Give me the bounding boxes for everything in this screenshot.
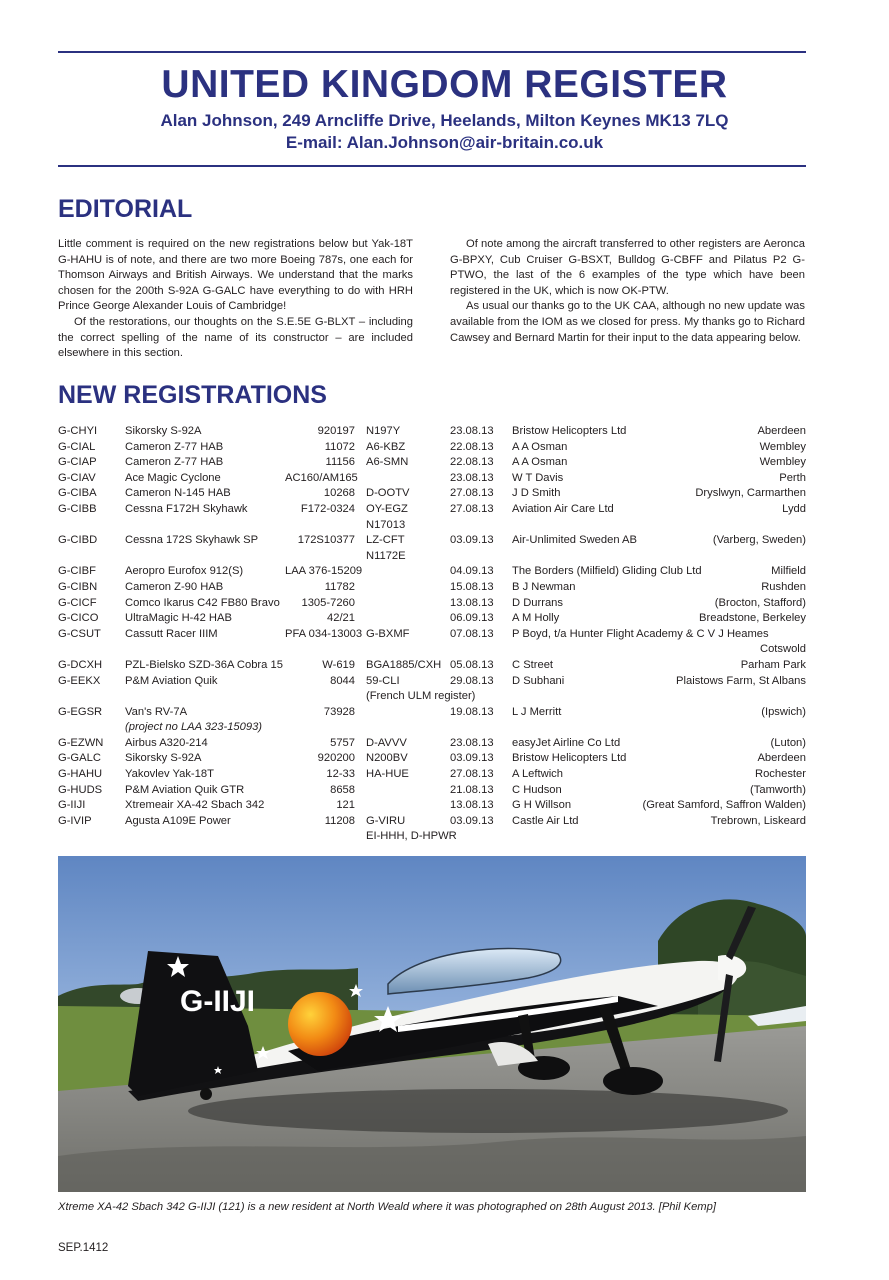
aircraft-type [125, 829, 285, 845]
owner: A M Holly [512, 612, 560, 625]
registration-date: 03.09.13 [450, 814, 494, 827]
aircraft-type: Aeropro Eurofox 912(S) [125, 565, 244, 578]
base: Breadstone, Berkeley [699, 612, 806, 625]
previous-identity: G-VIRU [366, 814, 406, 827]
aircraft-type: P&M Aviation Quik [125, 674, 218, 687]
base: (Luton) [770, 736, 806, 749]
owner [510, 720, 632, 736]
constructors-number: 11072 [324, 440, 355, 453]
registration: G-EGSR [58, 705, 103, 718]
table-row [58, 502, 806, 518]
registration: G-HUDS [58, 783, 103, 796]
editor-address: Alan Johnson, 249 Arncliffe Drive, Heelands, Milton Keynes MK13 7LQ [160, 111, 729, 130]
page-folio: SEP.1412 [58, 1242, 109, 1254]
owner [510, 829, 632, 845]
previous-identity [355, 720, 450, 736]
previous-identity: A6-SMN [366, 456, 409, 469]
aircraft-type [125, 518, 285, 534]
base [632, 720, 806, 736]
registration: G-CSUT [58, 627, 101, 640]
constructors-number [285, 829, 355, 845]
owner: G H Willson [512, 799, 572, 812]
constructors-number: LAA 376-15209 [285, 565, 363, 578]
table-row [58, 783, 806, 799]
previous-identity: OY-EGZ [366, 502, 408, 515]
owner [510, 518, 632, 534]
aircraft-type: Van's RV-7A [125, 705, 188, 718]
aircraft-type: Cameron Z-90 HAB [125, 580, 224, 593]
registration: G-GALC [58, 752, 101, 765]
owner [510, 689, 632, 705]
aircraft-type: Comco Ikarus C42 FB80 Bravo [125, 596, 280, 609]
registration: G-EEKX [58, 674, 101, 687]
registration: G-CIBA [58, 487, 97, 500]
base: (Tamworth) [750, 783, 806, 796]
owner: A Leftwich [512, 768, 563, 781]
table-row [58, 424, 806, 440]
owner: easyJet Airline Co Ltd [512, 736, 621, 749]
table-row [58, 564, 806, 580]
registration-date: 22.08.13 [450, 440, 494, 453]
registration-date: 13.08.13 [450, 799, 494, 812]
base [632, 829, 806, 845]
base: Cotswold [759, 643, 806, 656]
previous-identity: LZ-CFT [366, 534, 405, 547]
constructors-number: 8658 [330, 783, 355, 796]
base [632, 689, 806, 705]
base [632, 549, 806, 565]
table-row [58, 705, 806, 721]
constructors-number: 920197 [317, 425, 355, 437]
base: Lydd [782, 502, 806, 515]
aircraft-type [125, 549, 285, 565]
table-row [58, 720, 806, 736]
registration-date: 06.09.13 [450, 612, 494, 625]
registration-date: 23.08.13 [450, 736, 494, 749]
owner: W T Davis [512, 471, 564, 484]
owner: D Durrans [512, 596, 563, 609]
registration-date: 03.09.13 [450, 752, 494, 765]
table-row [58, 829, 806, 845]
base: Milfield [771, 565, 806, 578]
aircraft-type: Cessna 172S Skyhawk SP [125, 534, 259, 547]
registration-date: 15.08.13 [450, 580, 494, 593]
base: Perth [779, 471, 806, 484]
owner: Bristow Helicopters Ltd [512, 752, 627, 765]
registration-date: 23.08.13 [450, 425, 494, 437]
registration: G-EZWN [58, 736, 104, 749]
owner: D Subhani [512, 674, 565, 687]
previous-identity [355, 798, 450, 814]
table-row [58, 440, 806, 456]
registration-date: 23.08.13 [450, 471, 494, 484]
registration-date [450, 642, 510, 658]
editorial-paragraph: Of the restorations, our thoughts on the S.E.5E G-BLXT – including the correct spelling of the name of its constructor – are included elsewhere in this section. [58, 315, 413, 360]
registration: G-CIBB [58, 502, 97, 515]
base: Dryslwyn, Carmarthen [695, 487, 806, 500]
top-rule [58, 51, 806, 53]
table-row [58, 814, 806, 830]
previous-identity: N1172E [366, 549, 406, 562]
constructors-number [285, 549, 355, 565]
owner: Aviation Air Care Ltd [512, 502, 614, 515]
editorial-paragraph: As usual our thanks go to the UK CAA, although no new update was available from the IOM as we closed for press. My thanks go to Richard Cawsey and Bernard Martin for their input to the data appearing below. [450, 300, 805, 344]
previous-identity: D-AVVV [366, 736, 407, 749]
aircraft-type: Cassutt Racer IIIM [125, 627, 218, 640]
registration [58, 642, 125, 658]
previous-identity: BGA1885/CXH [366, 658, 442, 671]
page-title: UNITED KINGDOM REGISTER [161, 63, 728, 106]
previous-identity: (French ULM register) [366, 690, 476, 703]
owner: A A Osman [512, 456, 568, 469]
aircraft-type: (project no LAA 323-15093) [125, 721, 263, 734]
editorial-paragraph: Little comment is required on the new registrations below but Yak-18T G-HAHU is of note, and there are two more Boeing 787s, one each for Thomson Airways and British Airways. We understand that the marks chosen for the 200th S-92A G-GALC have everything to do with HRH Prince George Alexander Louis of Cambridge! [58, 238, 413, 313]
registration: G-CICO [58, 612, 99, 625]
registration-date [450, 689, 510, 705]
constructors-number [285, 642, 355, 658]
registration: G-CIBF [58, 565, 96, 578]
base [632, 518, 806, 534]
registration-date [450, 829, 510, 845]
registration-date: 07.08.13 [450, 627, 494, 640]
constructors-number: 8044 [330, 674, 355, 687]
table-row [58, 674, 806, 690]
aircraft-type: Airbus A320-214 [125, 736, 208, 749]
aircraft-type: Cameron Z-77 HAB [125, 456, 224, 469]
registration: G-CIAP [58, 456, 97, 469]
base: Wembley [759, 440, 806, 453]
constructors-number: 73928 [323, 705, 355, 718]
table-row [58, 627, 806, 643]
constructors-number: 121 [336, 799, 355, 812]
registration [58, 829, 125, 845]
owner: A A Osman [512, 440, 568, 453]
previous-identity: HA-HUE [366, 768, 409, 781]
owner: J D Smith [512, 487, 561, 500]
table-row [58, 455, 806, 471]
constructors-number: 172S10377 [297, 534, 355, 547]
constructors-number: 11782 [324, 580, 355, 593]
aircraft-type [125, 642, 285, 658]
registration-date: 03.09.13 [450, 534, 494, 547]
registration-date: 29.08.13 [450, 674, 494, 687]
registration: G-CIBD [58, 534, 98, 547]
registration: G-CIBN [58, 580, 98, 593]
previous-identity: N200BV [366, 752, 408, 765]
constructors-number: 11208 [324, 814, 355, 827]
aircraft-registration-mark: G-IIJI [180, 985, 256, 1018]
base: (Brocton, Stafford) [714, 596, 806, 609]
registration-date: 21.08.13 [450, 783, 494, 796]
table-row [58, 580, 806, 596]
aircraft-type [125, 689, 285, 705]
previous-identity: 59-CLI [366, 674, 400, 687]
owner [510, 642, 632, 658]
base: (Varberg, Sweden) [712, 534, 806, 547]
aircraft-type: Agusta A109E Power [125, 814, 231, 827]
owner: Castle Air Ltd [512, 814, 579, 827]
aircraft-type: Cameron N-145 HAB [125, 487, 231, 500]
owner: The Borders (Milfield) Gliding Club Ltd [512, 565, 702, 578]
previous-identity: N197Y [366, 425, 401, 437]
previous-identity [355, 611, 450, 627]
previous-identity: D-OOTV [366, 487, 410, 500]
base [632, 627, 806, 643]
registration: G-CIAL [58, 440, 96, 453]
constructors-number [285, 518, 355, 534]
constructors-number [285, 720, 355, 736]
base: (Ipswich) [761, 705, 806, 718]
registration: G-DCXH [58, 658, 103, 671]
registration-date [450, 720, 510, 736]
registration-date: 04.09.13 [450, 565, 494, 578]
table-row [58, 658, 806, 674]
base: Rochester [755, 768, 806, 781]
previous-identity [355, 596, 450, 612]
editorial-heading: EDITORIAL [58, 195, 193, 223]
previous-identity [355, 705, 450, 721]
base: Wembley [759, 456, 806, 469]
registration: G-CIAV [58, 471, 96, 484]
aircraft-type: Xtremeair XA-42 Sbach 342 [125, 799, 265, 812]
bottom-rule [58, 165, 806, 167]
table-row [58, 642, 806, 658]
constructors-number: AC160/AM165 [285, 471, 358, 484]
registration-date [450, 549, 510, 565]
editorial-paragraph: Of note among the aircraft transferred to other registers are Aeronca G-BPXY, Cub Cruiser G-BSXT, Bulldog G-CBFF and Pilatus P2 G-PTWO, the last of the 6 examples of the type which have been registered in the UK, which is now OK-PTW. [450, 238, 805, 297]
owner: Air-Unlimited Sweden AB [512, 534, 637, 547]
registration: G-IVIP [58, 814, 92, 827]
base: Aberdeen [757, 425, 806, 437]
owner: C Hudson [512, 783, 562, 796]
registration-date: 27.08.13 [450, 502, 494, 515]
previous-identity [355, 580, 450, 596]
aircraft-type: Cameron Z-77 HAB [125, 440, 224, 453]
owner: Bristow Helicopters Ltd [512, 425, 627, 437]
editorial-left-column [58, 237, 413, 362]
owner: L J Merritt [512, 705, 562, 718]
constructors-number: W-619 [322, 658, 355, 671]
table-row [58, 798, 806, 814]
registration [58, 549, 125, 565]
base: Rushden [761, 580, 806, 593]
previous-identity [355, 471, 450, 487]
aircraft-photo-image [58, 856, 806, 1192]
constructors-number [285, 689, 355, 705]
previous-identity [355, 564, 450, 580]
aircraft-type: Ace Magic Cyclone [125, 471, 221, 484]
registration [58, 689, 125, 705]
previous-identity [355, 783, 450, 799]
previous-identity: G-BXMF [366, 627, 410, 640]
constructors-number: 42/21 [327, 612, 355, 625]
photo-caption: Xtreme XA-42 Sbach 342 G-IIJI (121) is a new resident at North Weald where it was photographed on 28th August 2013. [Phil Kemp] [58, 1201, 716, 1213]
aircraft-type: PZL-Bielsko SZD-36A Cobra 15 [125, 658, 283, 671]
aircraft-type: Sikorsky S-92A [125, 425, 202, 437]
aircraft-photo [58, 856, 806, 1192]
owner: B J Newman [512, 580, 576, 593]
constructors-number: 1305-7260 [301, 596, 355, 609]
table-row [58, 486, 806, 502]
new-registrations-heading: NEW REGISTRATIONS [58, 381, 327, 409]
owner [510, 549, 632, 565]
base: (Great Samford, Saffron Walden) [642, 799, 806, 812]
aircraft-type: UltraMagic H-42 HAB [125, 612, 232, 625]
base: Plaistows Farm, St Albans [676, 674, 806, 687]
table-row [58, 471, 806, 487]
masthead [0, 62, 889, 154]
registration-date: 13.08.13 [450, 596, 494, 609]
editor-email[interactable]: E-mail: Alan.Johnson@air-britain.co.uk [285, 133, 604, 152]
previous-identity: EI-HHH, D-HPWR [366, 830, 457, 843]
registration-date: 22.08.13 [450, 456, 494, 469]
owner: C Street [512, 658, 554, 671]
registration-date [450, 518, 510, 534]
owner: P Boyd, t/a Hunter Flight Academy & C V J Heames [512, 627, 769, 640]
table-row [58, 518, 806, 534]
previous-identity [355, 642, 450, 658]
constructors-number: 11156 [325, 456, 355, 469]
table-row [58, 533, 806, 549]
constructors-number: 10268 [323, 487, 355, 500]
base: Trebrown, Liskeard [710, 814, 806, 827]
constructors-number: 12-33 [326, 768, 355, 781]
registration-date: 05.08.13 [450, 658, 494, 671]
constructors-number: PFA 034-13003 [285, 627, 363, 640]
table-row [58, 751, 806, 767]
registration: G-HAHU [58, 768, 103, 781]
aircraft-type: Cessna F172H Skyhawk [125, 502, 248, 515]
registration: G-IIJI [58, 799, 86, 812]
registration-date: 27.08.13 [450, 487, 494, 500]
base: Aberdeen [757, 752, 806, 765]
table-row [58, 767, 806, 783]
constructors-number: 5757 [330, 736, 355, 749]
registration-date: 19.08.13 [450, 705, 494, 718]
registration [58, 720, 125, 736]
aircraft-type: P&M Aviation Quik GTR [125, 783, 245, 796]
table-row [58, 549, 806, 565]
previous-identity: N17013 [366, 518, 406, 531]
aircraft-type: Yakovlev Yak-18T [125, 768, 214, 781]
registration: G-CICF [58, 596, 97, 609]
constructors-number: 920200 [317, 752, 355, 765]
table-row [58, 611, 806, 627]
registrations-table [58, 424, 806, 845]
table-row [58, 736, 806, 752]
constructors-number: F172-0324 [300, 502, 355, 515]
table-row [58, 689, 806, 705]
registration: G-CHYI [58, 425, 98, 437]
previous-identity: A6-KBZ [366, 440, 406, 453]
table-row [58, 596, 806, 612]
base: Parham Park [740, 658, 806, 671]
editorial-right-column [450, 237, 805, 346]
registration [58, 518, 125, 534]
aircraft-type: Sikorsky S-92A [125, 752, 202, 765]
registration-date: 27.08.13 [450, 768, 494, 781]
